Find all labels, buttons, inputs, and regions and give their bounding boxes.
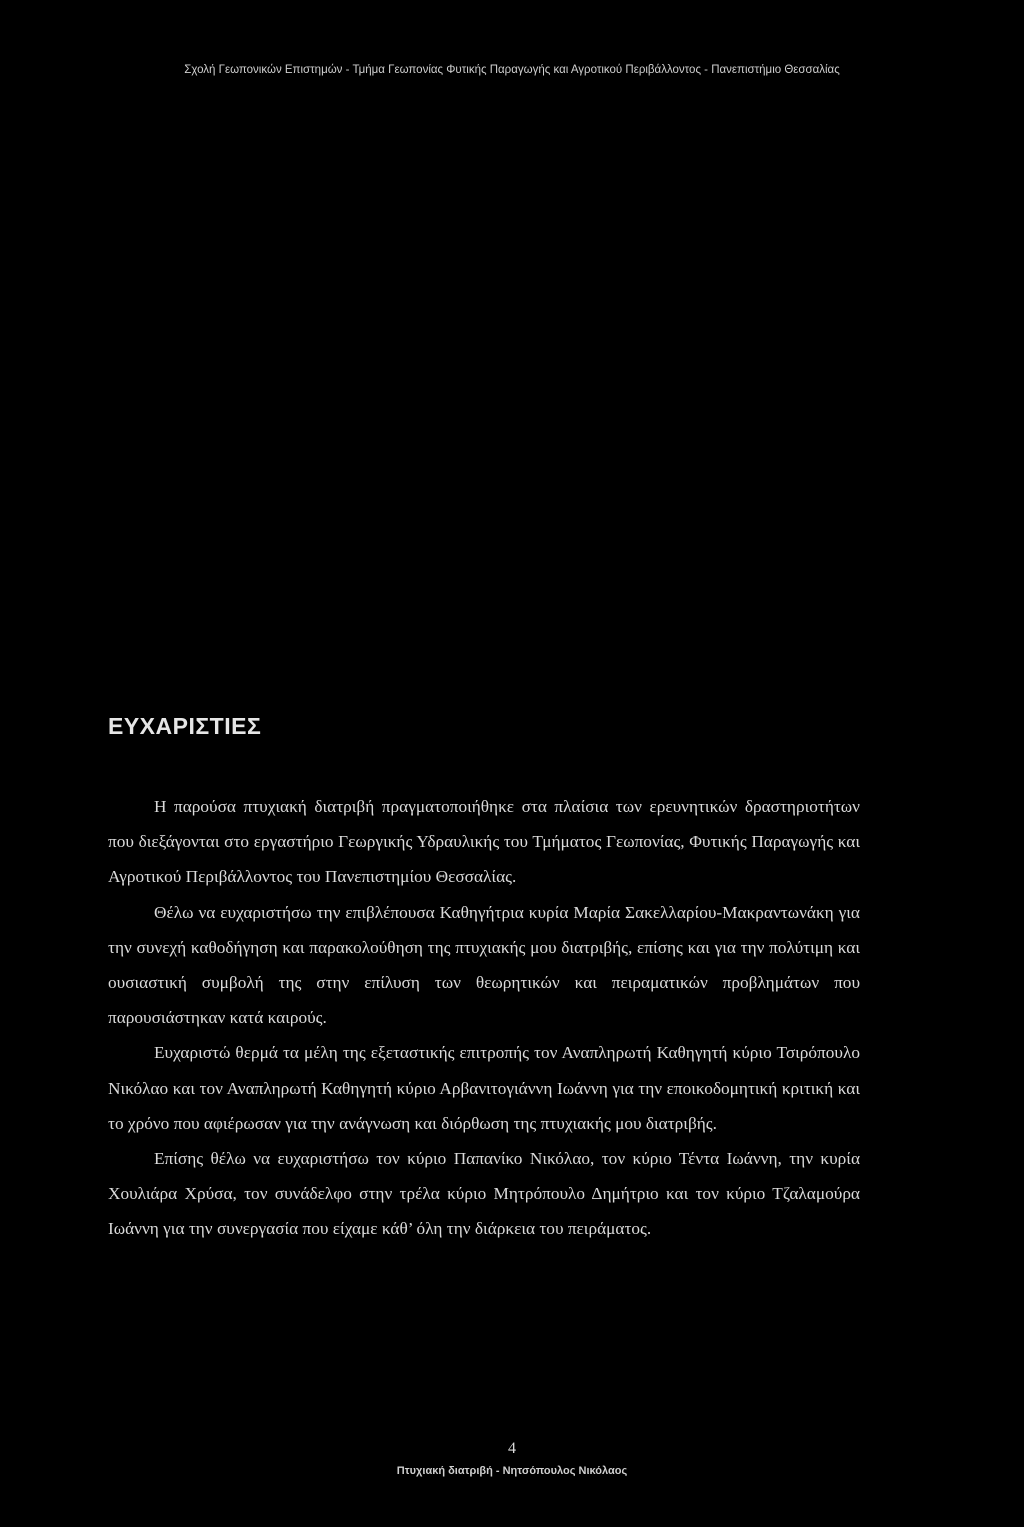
- footer-note: Πτυχιακή διατριβή - Νητσόπουλος Νικόλαος: [396, 1465, 628, 1477]
- paragraph-committee-thanks: Ευχαριστώ θερμά τα μέλη της εξεταστικής επιτροπής τον Αναπληρωτή Καθηγητή κύριο Τσιρόπουλο Νικόλαο και τον Αναπληρωτή Καθηγητή κύριο Αρβανιτογιάννη Ιωάννη για την εποικοδομητική κριτική και το χρόνο που αφιέρωσαν για την ανάγνωση και διόρθωση της πτυχιακής μου διατριβής.: [108, 1043, 860, 1133]
- acknowledgements-body: [108, 789, 860, 1247]
- paragraph-research-context: Η παρούσα πτυχιακή διατριβή πραγματοποιήθηκε στα πλαίσια των ερευνητικών δραστηριοτήτων που διεξάγονται στο εργαστήριο Γεωργικής Υδραυλικής του Τμήματος Γεωπονίας, Φυτικής Παραγωγής και Αγροτικού Περιβάλλοντος του Πανεπιστημίου Θεσσαλίας.: [108, 797, 860, 887]
- page-number: 4: [508, 1440, 516, 1457]
- paragraph-collaborators-thanks: Επίσης θέλω να ευχαριστήσω τον κύριο Παπανίκο Νικόλαο, τον κύριο Τέντα Ιωάννη, την κυρία Χουλιάρα Χρύσα, τον συνάδελφο στην τρέλα κύριο Μητρόπουλο Δημήτριο και τον κύριο Τζαλαμούρα Ιωάννη για την συνεργασία που είχαμε κάθ’ όλη την διάρκεια του πειράματος.: [108, 1149, 860, 1239]
- running-header: Σχολή Γεωπονικών Επιστημών - Τμήμα Γεωπονίας Φυτικής Παραγωγής και Αγροτικού Περιβάλλοντος - Πανεπιστήμιο Θεσσαλίας: [184, 64, 840, 76]
- section-title: ΕΥΧΑΡΙΣΤΙΕΣ: [108, 713, 262, 739]
- paragraph-supervisor-thanks: Θέλω να ευχαριστήσω την επιβλέπουσα Καθηγήτρια κυρία Μαρία Σακελλαρίου-Μακραντωνάκη για την συνεχή καθοδήγηση και παρακολούθηση της πτυχιακής μου διατριβής, επίσης και για την πολύτιμη και ουσιαστική συμβολή της στην επίλυση των θεωρητικών και πειραματικών προβλημάτων που παρουσιάστηκαν κατά καιρούς.: [108, 902, 860, 1028]
